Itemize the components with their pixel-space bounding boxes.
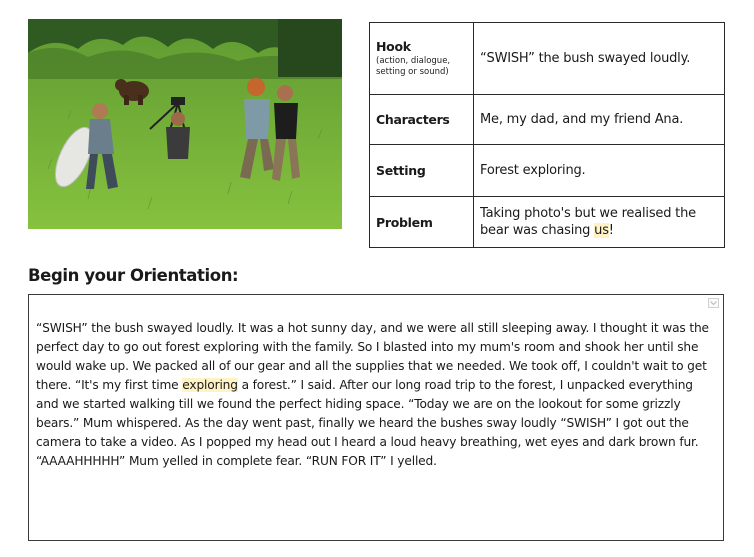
problem-text-end: !: [608, 223, 614, 238]
characters-label-cell: [370, 95, 474, 145]
hook-label-cell: [370, 23, 474, 95]
orientation-text: [36, 319, 716, 471]
story-photo: [28, 19, 342, 229]
story-plan-table: [369, 22, 725, 248]
setting-value: Forest exploring.: [474, 145, 725, 197]
characters-value: Me, my dad, and my friend Ana.: [474, 95, 725, 145]
hook-label: Hook: [376, 39, 411, 54]
orientation-highlight: exploring: [182, 378, 238, 392]
dropdown-arrow-icon[interactable]: [708, 298, 719, 308]
hook-sublabel: (action, dialogue, setting or sound): [376, 56, 451, 77]
problem-label-cell: [370, 197, 474, 248]
table-row: [370, 197, 725, 248]
problem-highlight: us: [594, 223, 609, 238]
table-row: [370, 23, 725, 95]
orientation-text-box[interactable]: [28, 294, 724, 541]
orientation-text-start: “SWISH” the bush swayed loudly. It was a hot sunny day, and we were all still sleeping away. I thought it was the perfect day to go out forest exploring with the family. So I blasted into my mum's room and shook her until she would wake up. We packed all of our gear and all the supplies that we needed. We took off, I couldn't wait to get there. “It's my first time: [36, 321, 709, 392]
characters-label: Characters: [376, 112, 450, 127]
orientation-text-end: a forest.” I said. After our long road trip to the forest, I unpacked everything and we started walking till we found the perfect hiding space. “Today we are on the lookout for some grizzly bears.” Mum whispered. As the day went past, finally we heard the bushes sway loudly “SWISH” I got out the camera to take a video. As I popped my head out I heard a loud heavy breathing, wet eyes and dark brown fur. “AAAAHHHHH” Mum yelled in complete fear. “RUN FOR IT” I yelled.: [36, 378, 699, 468]
hook-value: “SWISH” the bush swayed loudly.: [474, 23, 725, 95]
problem-value: [474, 197, 725, 248]
orientation-heading: Begin your Orientation:: [28, 266, 239, 285]
problem-text: Taking photo's but we realised the bear was chasing: [480, 206, 696, 238]
setting-label-cell: [370, 145, 474, 197]
setting-label: Setting: [376, 163, 426, 178]
table-row: [370, 145, 725, 197]
problem-label: Problem: [376, 214, 433, 230]
table-row: [370, 95, 725, 145]
bear-chase-photo: [28, 19, 342, 229]
